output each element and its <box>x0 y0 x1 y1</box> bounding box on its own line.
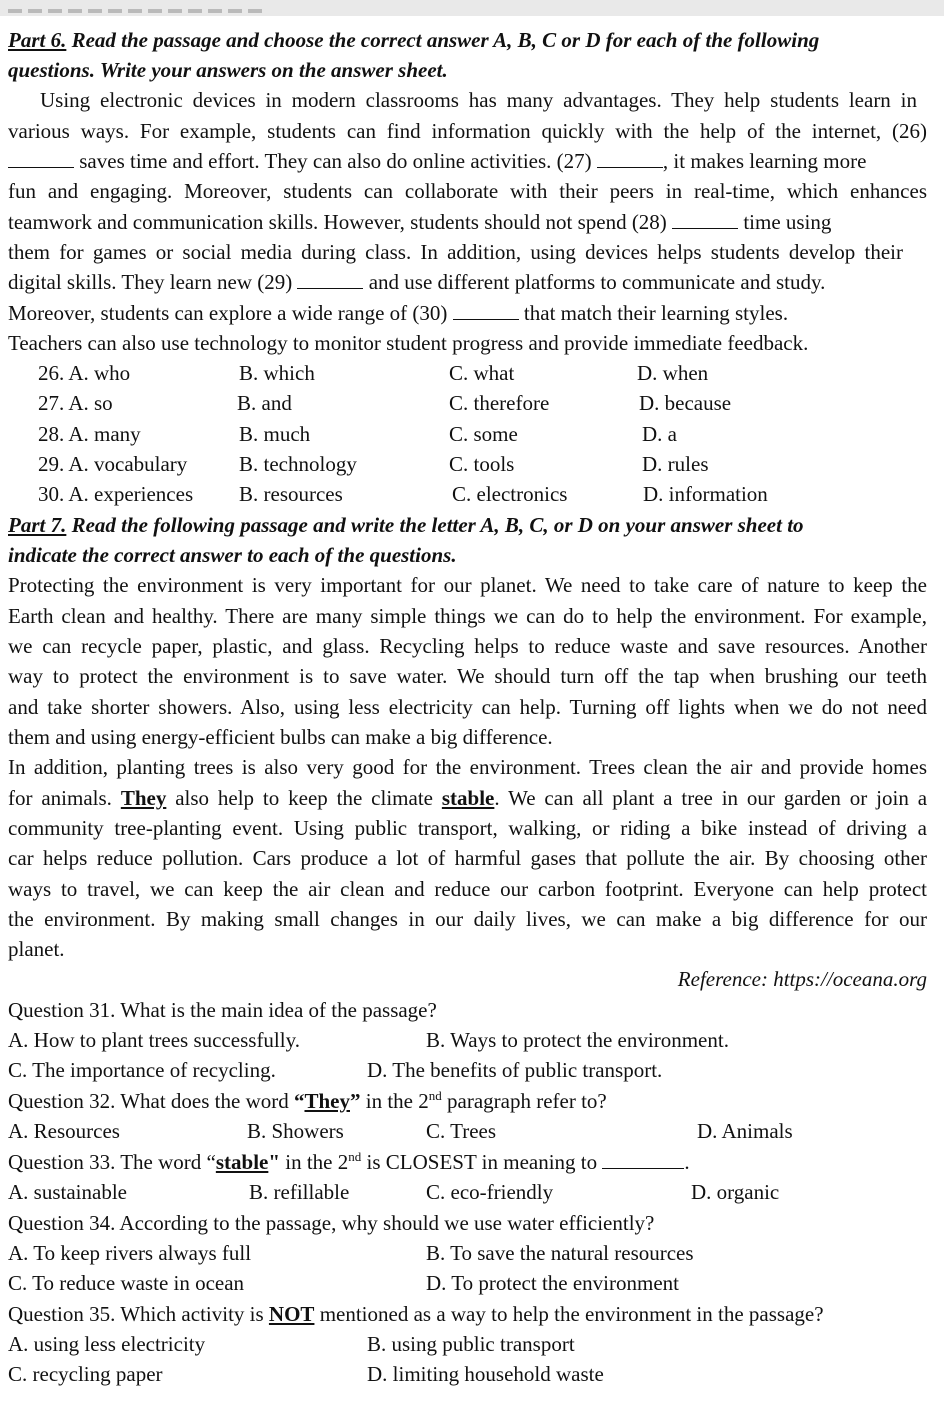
question-text: in the 2 <box>285 1150 349 1174</box>
word-they-ref: They <box>304 1089 350 1113</box>
part7-passage-line: way to protect the environment is to save water. We should turn off the tap when brushing our teeth <box>8 664 927 688</box>
word-stable: stable <box>441 786 495 810</box>
part6-passage-text: Moreover, students can explore a wide range of (30) <box>8 301 448 325</box>
question-35 <box>8 1301 824 1327</box>
part6-passage-text: teamwork and communication skills. However, students should not spend (28) <box>8 210 667 234</box>
question-34: Question 34. According to the passage, why should we use water efficiently? <box>8 1211 655 1235</box>
part6-passage-line: various ways. For example, students can find information quickly with the help of the internet, (26) <box>8 119 927 143</box>
option-29-a[interactable]: 29. A. vocabulary <box>38 452 188 476</box>
part6-passage-text: , it makes learning more <box>662 149 867 173</box>
word-stable-ref: stable <box>215 1150 269 1174</box>
part6-passage-text: saves time and effort. They can also do online activities. (27) <box>79 149 592 173</box>
part6-passage-text: time using <box>743 210 832 234</box>
q34-option-b[interactable]: B. To save the natural resources <box>426 1241 694 1265</box>
blank-33[interactable] <box>602 1154 684 1169</box>
q35-option-b[interactable]: B. using public transport <box>367 1332 575 1356</box>
option-27-d[interactable]: D. because <box>639 391 732 415</box>
part6-passage-line: fun and engaging. Moreover, students can collaborate with their peers in real-time, which enhances <box>8 179 927 203</box>
part6-passage-line: Using electronic devices in modern classrooms has many advantages. They help students learn in <box>40 88 917 112</box>
q32-option-c[interactable]: C. Trees <box>426 1119 497 1143</box>
part6-passage-line: them for games or social media during class. In addition, using devices helps students develop their <box>8 240 903 264</box>
part6-passage-line <box>8 148 866 174</box>
word-they: They <box>120 786 167 810</box>
q33-option-c[interactable]: C. eco-friendly <box>426 1180 554 1204</box>
q33-option-d[interactable]: D. organic <box>691 1180 780 1204</box>
word-not: NOT <box>268 1302 315 1326</box>
part7-passage-line: ways to travel, we can keep the air clean and reduce our carbon footprint. Everyone can help protect <box>8 877 927 901</box>
option-29-c[interactable]: C. tools <box>449 452 515 476</box>
part6-passage-line <box>8 300 788 326</box>
q33-option-a[interactable]: A. sustainable <box>8 1180 127 1204</box>
option-27-b[interactable]: B. and <box>237 391 292 415</box>
blank-26[interactable] <box>8 153 74 168</box>
part7-passage-line: community tree-planting event. Using public transport, walking, or riding a bike instead of driving a <box>8 816 927 840</box>
part7-passage-text: for animals. <box>8 786 112 810</box>
option-26-b[interactable]: B. which <box>239 361 315 385</box>
question-32: Question 32. What does the word “They” in the 2nd paragraph refer to? <box>8 1088 607 1113</box>
question-33: Question 33. The word “stable" in the 2nd is CLOSEST in meaning to . <box>8 1149 690 1174</box>
question-text: mentioned as a way to help the environment in the passage? <box>319 1302 824 1326</box>
q34-option-d[interactable]: D. To protect the environment <box>426 1271 679 1295</box>
blank-27[interactable] <box>597 153 663 168</box>
part6-instruction-b: questions. Write your answers on the answer sheet. <box>8 58 448 82</box>
question-text: is CLOSEST in meaning to <box>366 1150 598 1174</box>
option-27-a[interactable]: 27. A. so <box>38 391 113 415</box>
option-28-b[interactable]: B. much <box>239 422 311 446</box>
question-text: in the 2 <box>365 1089 429 1113</box>
part7-passage-line <box>8 785 927 811</box>
q31-option-d[interactable]: D. The benefits of public transport. <box>367 1058 663 1082</box>
option-26-d[interactable]: D. when <box>637 361 709 385</box>
question-text: Question 33. The word <box>8 1150 202 1174</box>
part7-passage-line: we can recycle paper, plastic, and glass. Recycling helps to reduce waste and save resources. Another <box>8 634 927 658</box>
question-text: Question 32. What does the word <box>8 1089 289 1113</box>
blank-30[interactable] <box>453 305 519 320</box>
option-28-a[interactable]: 28. A. many <box>38 422 141 446</box>
question-31: Question 31. What is the main idea of the passage? <box>8 998 437 1022</box>
q35-option-c[interactable]: C. recycling paper <box>8 1362 163 1386</box>
part6-instruction-a: Read the passage and choose the correct answer A, B, C or D for each of the following <box>71 28 820 52</box>
option-30-d[interactable]: D. information <box>643 482 768 506</box>
part6-label: Part 6. <box>8 28 67 52</box>
q31-option-c[interactable]: C. The importance of recycling. <box>8 1058 276 1082</box>
part7-passage-line: them and using energy-efficient bulbs can make a big difference. <box>8 725 553 749</box>
q35-option-a[interactable]: A. using less electricity <box>8 1332 206 1356</box>
q32-option-d[interactable]: D. Animals <box>697 1119 793 1143</box>
part7-passage-line: Protecting the environment is very important for our planet. We need to take care of nature to keep the <box>8 573 927 597</box>
option-29-d[interactable]: D. rules <box>642 452 709 476</box>
part7-heading <box>8 512 804 538</box>
q31-option-b[interactable]: B. Ways to protect the environment. <box>426 1028 729 1052</box>
option-29-b[interactable]: B. technology <box>239 452 357 476</box>
part6-passage-text: and use different platforms to communicate and study. <box>368 270 826 294</box>
part7-passage-line: the environment. By making small changes in our daily lives, we can make a big difference for our <box>8 907 927 931</box>
option-30-a[interactable]: 30. A. experiences <box>38 482 194 506</box>
reference: Reference: https://oceana.org <box>677 967 927 991</box>
part6-heading <box>8 27 819 53</box>
superscript: nd <box>428 1088 442 1103</box>
blank-29[interactable] <box>297 274 363 289</box>
option-26-a[interactable]: 26. A. who <box>38 361 131 385</box>
part7-passage-line: Earth clean and healthy. There are many simple things we can do to help the environment. For example, <box>8 604 927 628</box>
part7-passage-text: also help to keep the climate <box>175 786 433 810</box>
faint-previous-line <box>8 9 268 13</box>
part7-passage-line: and take shorter showers. Also, using less electricity can help. Turning off lights when we do not need <box>8 695 927 719</box>
option-26-c[interactable]: C. what <box>449 361 515 385</box>
part7-passage-line: In addition, planting trees is also very good for the environment. Trees clean the air and provide homes <box>8 755 927 779</box>
question-text: paragraph refer to? <box>447 1089 607 1113</box>
part7-label: Part 7. <box>8 513 67 537</box>
top-scan-strip <box>0 0 944 16</box>
part6-passage-line: Teachers can also use technology to monitor student progress and provide immediate feedback. <box>8 331 809 355</box>
superscript: nd <box>348 1149 362 1164</box>
q34-option-c[interactable]: C. To reduce waste in ocean <box>8 1271 245 1295</box>
blank-28[interactable] <box>672 214 738 229</box>
option-28-d[interactable]: D. a <box>642 422 677 446</box>
option-27-c[interactable]: C. therefore <box>449 391 550 415</box>
part6-passage-line <box>8 269 825 295</box>
q32-option-b[interactable]: B. Showers <box>247 1119 344 1143</box>
part6-passage-line <box>8 209 831 235</box>
q32-option-a[interactable]: A. Resources <box>8 1119 120 1143</box>
part6-passage-text: that match their learning styles. <box>523 301 789 325</box>
question-text: Question 35. Which activity is <box>8 1302 264 1326</box>
part6-passage-text: digital skills. They learn new (29) <box>8 270 293 294</box>
option-30-b[interactable]: B. resources <box>239 482 343 506</box>
part7-instruction-a: Read the following passage and write the letter A, B, C, or D on your answer sheet to <box>71 513 804 537</box>
part7-passage-text: . We can all plant a tree in our garden or join a <box>494 786 928 810</box>
part7-instruction-b: indicate the correct answer to each of the questions. <box>8 543 457 567</box>
part7-passage-line: car helps reduce pollution. Cars produce a lot of harmful gases that pollute the air. By choosing other <box>8 846 927 870</box>
q31-option-a[interactable]: A. How to plant trees successfully. <box>8 1028 300 1052</box>
option-30-c[interactable]: C. electronics <box>452 482 568 506</box>
option-28-c[interactable]: C. some <box>449 422 518 446</box>
q34-option-a[interactable]: A. To keep rivers always full <box>8 1241 252 1265</box>
q35-option-d[interactable]: D. limiting household waste <box>367 1362 604 1386</box>
q33-option-b[interactable]: B. refillable <box>249 1180 350 1204</box>
part7-passage-line: planet. <box>8 937 65 961</box>
